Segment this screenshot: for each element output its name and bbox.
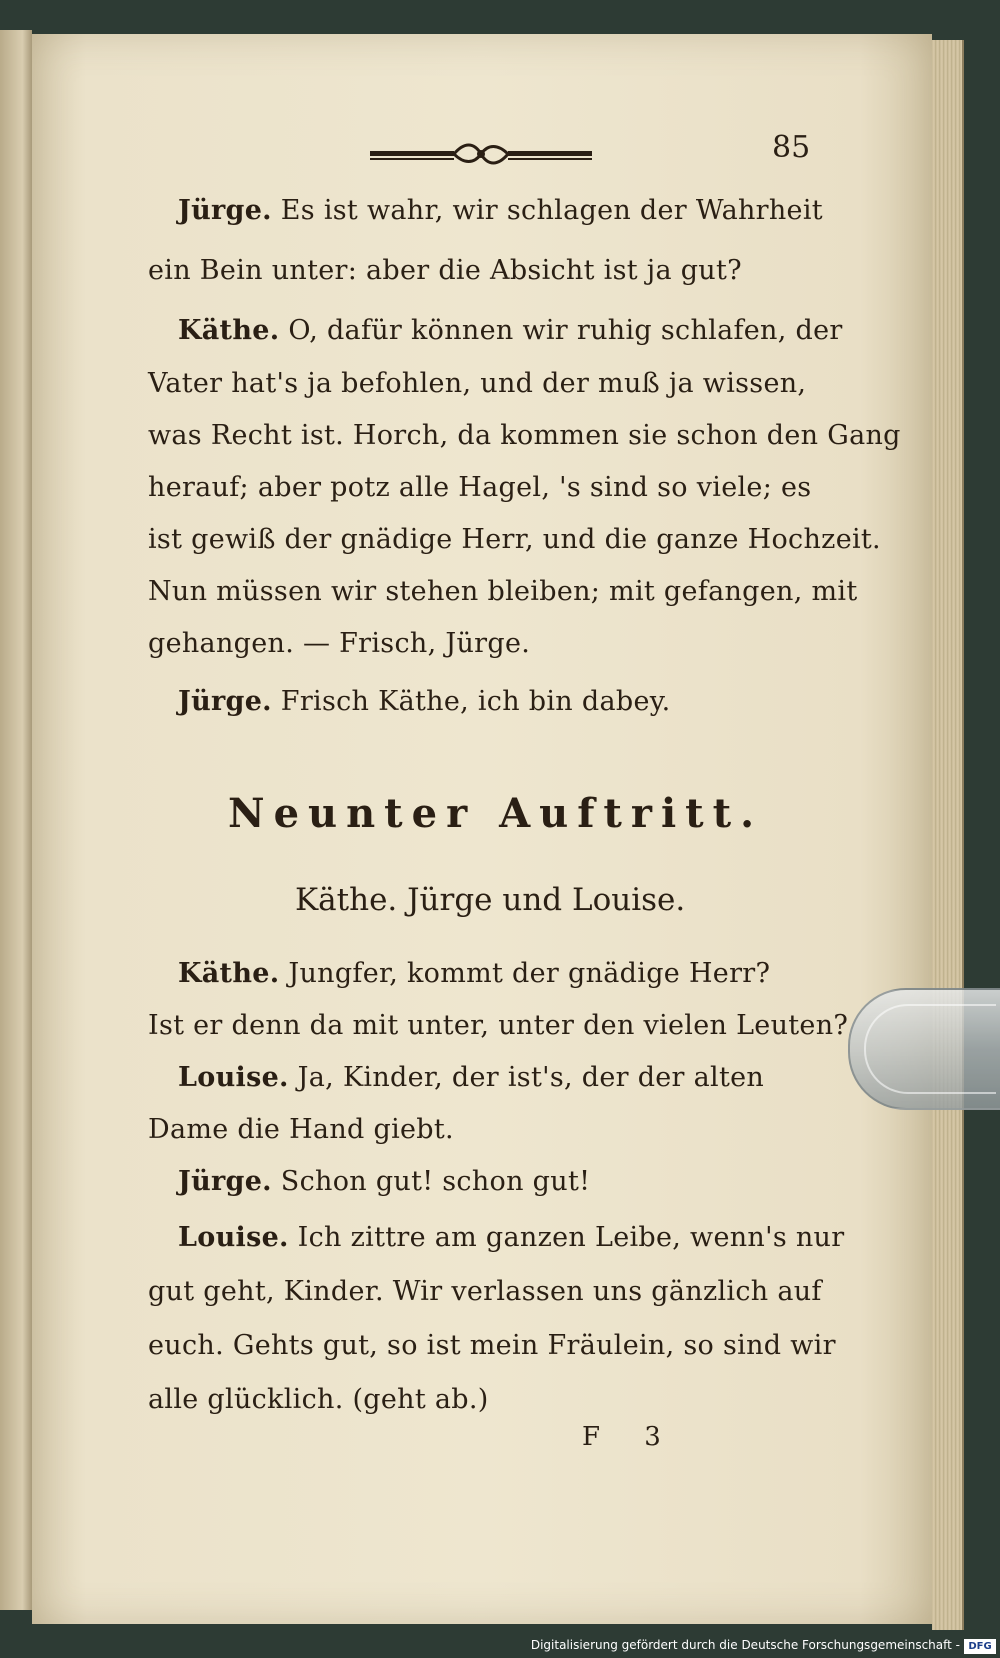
scene-title: Neunter Auftritt. xyxy=(228,790,764,837)
text-line: gehangen. — Frisch, Jürge. xyxy=(148,628,531,659)
speaker-name: Käthe. xyxy=(178,958,280,989)
text-line xyxy=(178,315,843,346)
text-line: ein Bein unter: aber die Absicht ist ja gut? xyxy=(148,255,742,286)
text-line xyxy=(178,686,671,717)
line-text: Es ist wahr, wir schlagen der Wahrheit xyxy=(280,195,823,226)
line-text: Ich zittre am ganzen Leibe, wenn's nur xyxy=(297,1222,845,1253)
scene-cast: Käthe. Jürge und Louise. xyxy=(295,882,686,918)
text-line: Dame die Hand giebt. xyxy=(148,1114,454,1145)
text-line xyxy=(178,195,823,226)
speaker-name: Käthe. xyxy=(178,315,280,346)
text-line: herauf; aber potz alle Hagel, 's sind so viele; es xyxy=(148,472,812,503)
text-line xyxy=(178,1062,764,1093)
header-ornament-icon xyxy=(370,140,592,170)
text-line xyxy=(178,1222,844,1253)
text-line: ist gewiß der gnädige Herr, und die ganze Hochzeit. xyxy=(148,524,881,555)
text-line xyxy=(178,1166,590,1197)
text-line: Ist er denn da mit unter, unter den vielen Leuten? xyxy=(148,1010,849,1041)
text-line xyxy=(178,958,770,989)
line-text: Frisch Käthe, ich bin dabey. xyxy=(280,686,671,717)
line-text: Jungfer, kommt der gnädige Herr? xyxy=(288,958,771,989)
page-stack-edge xyxy=(932,40,964,1630)
facing-page-edge xyxy=(0,30,32,1610)
page-number: 85 xyxy=(772,130,811,165)
text-line: was Recht ist. Horch, da kommen sie schon den Gang xyxy=(148,420,901,451)
funding-credit: Digitalisierung gefördert durch die Deutsche Forschungsgemeinschaft - xyxy=(530,1638,960,1652)
dfg-logo: DFG xyxy=(964,1639,996,1654)
speaker-name: Louise. xyxy=(178,1222,289,1253)
speaker-name: Jürge. xyxy=(178,686,272,717)
line-text: O, dafür können wir ruhig schlafen, der xyxy=(288,315,843,346)
speaker-name: Jürge. xyxy=(178,1166,272,1197)
text-line: gut geht, Kinder. Wir verlassen uns gänzlich auf xyxy=(148,1276,822,1307)
line-text: Schon gut! schon gut! xyxy=(280,1166,591,1197)
signature-mark: F 3 xyxy=(582,1422,679,1452)
line-text: Ja, Kinder, der ist's, der der alten xyxy=(297,1062,765,1093)
page-clip-highlight xyxy=(864,1004,996,1094)
speaker-name: Jürge. xyxy=(178,195,272,226)
speaker-name: Louise. xyxy=(178,1062,289,1093)
text-line: Nun müssen wir stehen bleiben; mit gefangen, mit xyxy=(148,576,858,607)
text-line: alle glücklich. (geht ab.) xyxy=(148,1384,489,1415)
text-line: euch. Gehts gut, so ist mein Fräulein, so sind wir xyxy=(148,1330,836,1361)
text-line: Vater hat's ja befohlen, und der muß ja wissen, xyxy=(148,368,807,399)
page-clip xyxy=(848,988,1000,1110)
